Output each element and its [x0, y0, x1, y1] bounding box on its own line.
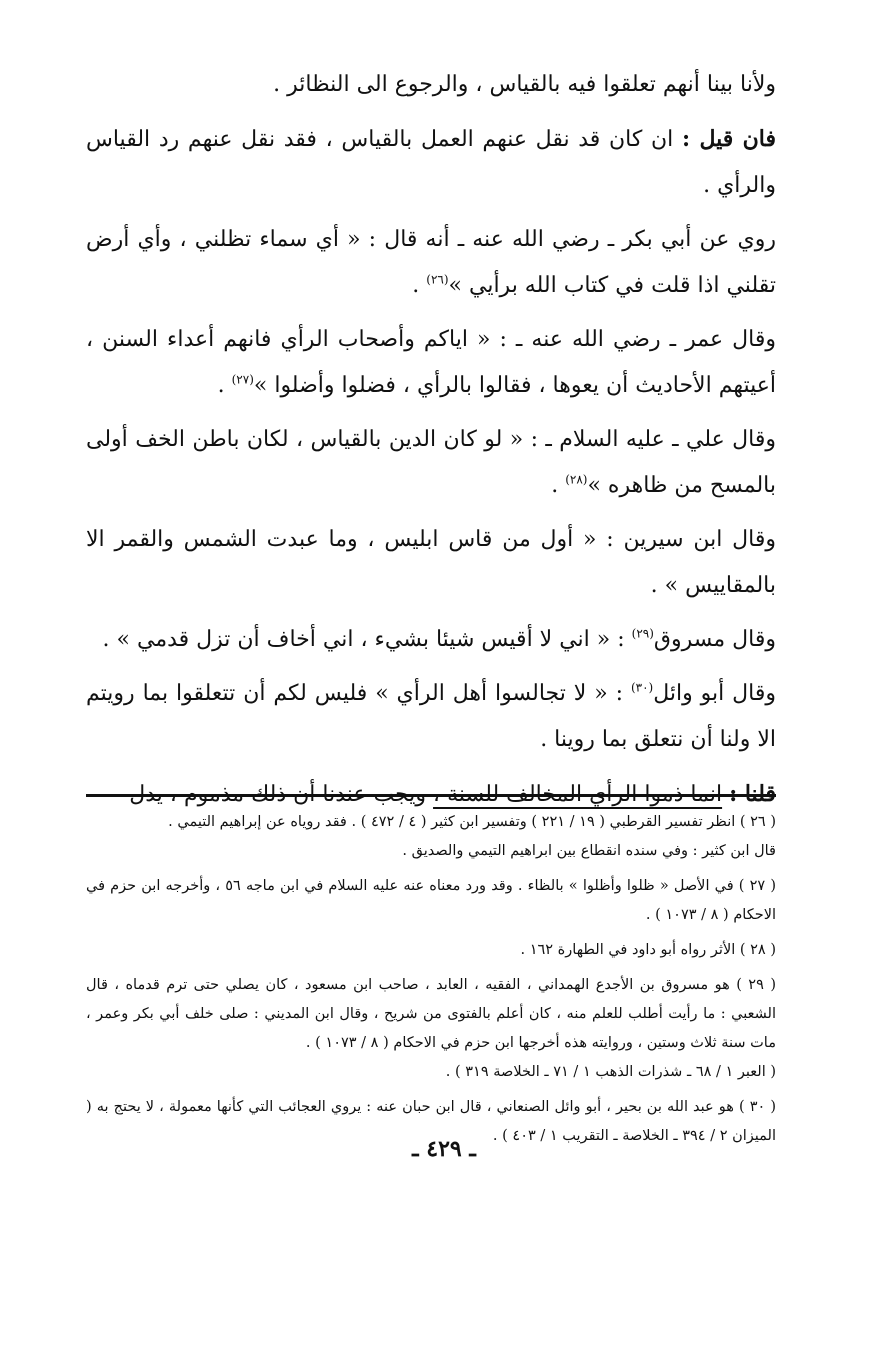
- paragraph-6: [86, 517, 776, 609]
- paragraph-8-a: وقال أبو وائل: [653, 681, 776, 706]
- paragraph-2: [86, 116, 776, 209]
- footnote-26: ( ٢٦ ) انظر تفسير القرطبي ( ١٩ / ٢٢١ ) وتفسير ابن كثير ( ٤ / ٤٧٢ ) . فقد روياه عن إبراهيم التيمي .: [168, 814, 776, 830]
- paragraph-4-text: وقال عمر ـ رضي الله عنه ـ : « اياكم وأصحاب الرأي فانهم أعداء السنن ، أعيتهم الأحاديث أن يعوها ، فقالوا بالرأي ، فضلوا وأضلوا »: [86, 327, 776, 398]
- paragraph-6-text: وقال ابن سيرين : « أول من قاس ابليس ، وما عبدت الشمس والقمر الا بالمقاييس » .: [86, 527, 776, 598]
- paragraph-4: [86, 317, 776, 409]
- paragraph-9-text: ويجب عندنا أن ذلك مذموم ، يدل: [129, 782, 434, 807]
- paragraph-7: [86, 617, 776, 663]
- paragraph-9-underlined: انما ذموا الرأي المخالف للسنة ،: [433, 782, 723, 807]
- footnotes: [86, 808, 776, 1157]
- paragraph-1: [86, 62, 776, 108]
- paragraph-5-end: .: [551, 473, 566, 498]
- paragraph-3-text: روي عن أبي بكر ـ رضي الله عنه ـ أنه قال : « أي سماء تظلني ، وأي أرض تقلني اذا قلت في كتاب الله برأيي »: [86, 227, 776, 298]
- footnote-ref-30: (٣٠): [630, 680, 654, 695]
- footnote-ref-26: (٢٦): [426, 272, 449, 287]
- paragraph-8-b: : « لا تجالسوا أهل الرأي » فليس لكم أن تتعلقوا بما رويتم الا ولنا أن نتعلق بما روينا .: [86, 681, 776, 752]
- footnote-26-continued: قال ابن كثير : وفي سنده انقطاع بين ابراهيم التيمي والصديق .: [402, 843, 776, 859]
- paragraph-4-end: .: [217, 373, 232, 398]
- footnote-29: ( ٢٩ ) هو مسروق بن الأجدع الهمداني ، الفقيه ، العابد ، صاحب ابن مسعود ، كان يصلي حتى ترم قدماه ، قال الشعبي : ما رأيت أطلب للعلم منه ، كان أعلم بالفتوى من شريح ، وقال ابن المديني : صلى خلف أبي بكر وعمر ، مات سنة ثلاث وستين ، وروايته هذه أخرجها ابن حزم في الاحكام ( ٨ / ١٠٧٣ ) .: [86, 977, 776, 1051]
- paragraph-1-text: ولأنا بينا أنهم تعلقوا فيه بالقياس ، والرجوع الى النظائر .: [273, 72, 776, 97]
- footnote-ref-28: (٢٨): [565, 472, 588, 487]
- paragraph-3: [86, 217, 776, 309]
- footnote-ref-29: (٢٩): [631, 626, 654, 641]
- paragraph-7-b: : « اني لا أقيس شيئا بشيء ، اني أخاف أن تزل قدمي » .: [102, 627, 632, 652]
- footnote-separator: [86, 794, 776, 797]
- paragraph-8: [86, 671, 776, 763]
- paragraph-2-lead: فان قيل :: [681, 126, 776, 152]
- paragraph-7-a: وقال مسروق: [653, 627, 776, 652]
- footnote-30: ( ٣٠ ) هو عبد الله بن بحير ، أبو وائل الصنعاني ، قال ابن حبان عنه : يروي العجائب التي كأنها معمولة ، لا يحتج به ( الميزان ٢ / ٣٩٤ ـ الخلاصة ـ التقريب ١ / ٤٠٣ ) .: [86, 1099, 776, 1144]
- paragraph-5: [86, 417, 776, 509]
- paragraph-3-end: .: [412, 273, 427, 298]
- footnote-28: ( ٢٨ ) الأثر رواه أبو داود في الطهارة ١٦٢ .: [520, 942, 776, 958]
- footnote-29-sources: ( العبر ١ / ٦٨ ـ شذرات الذهب ١ / ٧١ ـ الخلاصة ٣١٩ ) .: [445, 1064, 776, 1080]
- paragraph-2-text: ان كان قد نقل عنهم العمل بالقياس ، فقد نقل عنهم رد القياس والرأي .: [86, 127, 776, 198]
- footnote-27: ( ٢٧ ) في الأصل « ظلوا وأظلوا » بالظاء . وقد ورد معناه عنه عليه السلام في ابن ماجه ٥٦ ، وأخرجه ابن حزم في الاحكام ( ٨ / ١٠٧٣ ) .: [86, 878, 776, 923]
- paragraph-5-text: وقال علي ـ عليه السلام ـ : « لو كان الدين بالقياس ، لكان باطن الخف أولى بالمسح من ظاهره »: [86, 427, 776, 498]
- footnote-ref-27: (٢٧): [231, 372, 254, 387]
- paragraph-9-lead: قلنا :: [729, 781, 776, 807]
- main-text: [86, 62, 776, 826]
- page-number: ـ ٤٢٩ ـ: [412, 1136, 476, 1162]
